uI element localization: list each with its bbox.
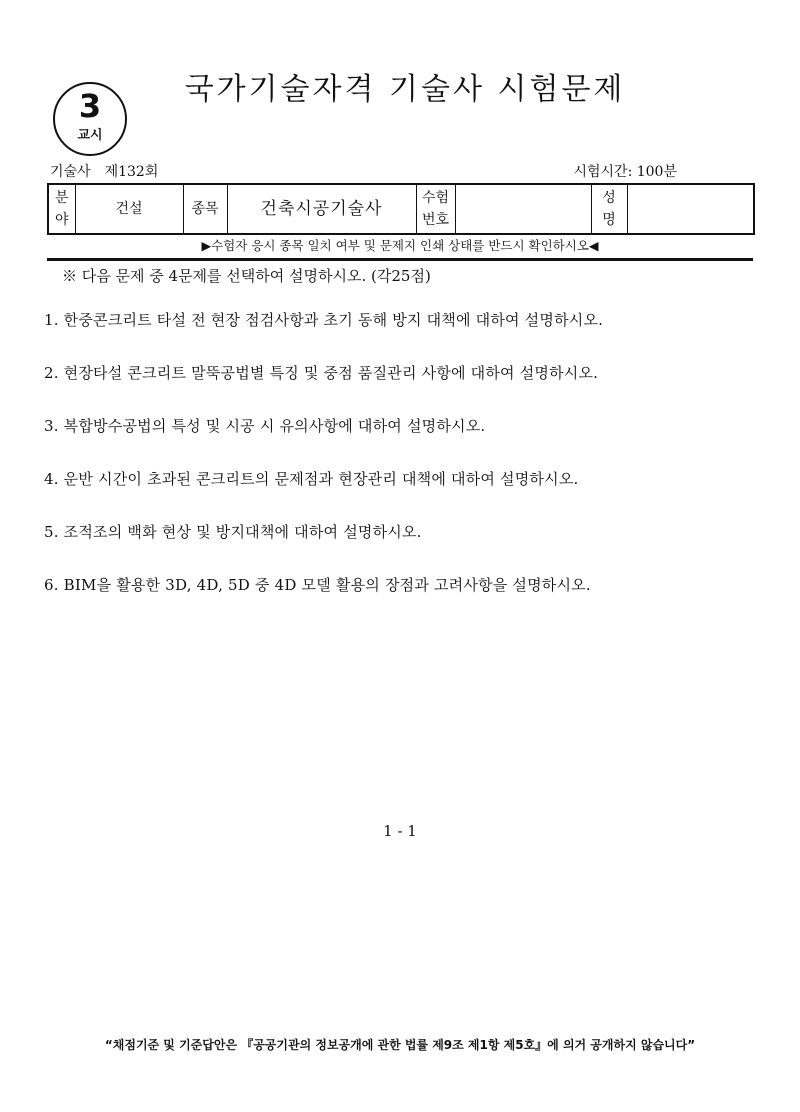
question-item: 3. 복합방수공법의 특성 및 시공 시 유의사항에 대하여 설명하시오.	[44, 417, 486, 435]
type-label: 종목	[183, 184, 227, 234]
question-item: 5. 조적조의 백화 현상 및 방지대책에 대하여 설명하시오.	[44, 523, 422, 541]
name-label: 성 명	[591, 184, 627, 234]
type-value: 건축시공기술사	[227, 184, 416, 234]
instruction: ※ 다음 문제 중 4문제를 선택하여 설명하시오. (각25점)	[62, 267, 431, 285]
question-item: 2. 현장타설 콘크리트 말뚝공법별 특징 및 중점 품질관리 사항에 대하여 설명하시오.	[44, 364, 599, 382]
footer-note: “채점기준 및 기준답안은 『공공기관의 정보공개에 관한 법률 제9조 제1항 제5호』에 의거 공개하지 않습니다”	[104, 1038, 696, 1052]
page-number: 1 - 1	[383, 822, 417, 840]
field-value: 건설	[75, 184, 183, 234]
page-title: 국가기술자격 기술사 시험문제	[184, 72, 626, 107]
question-item: 1. 한중콘크리트 타설 전 현장 점검사항과 초기 동해 방지 대책에 대하여 설명하시오.	[44, 311, 604, 329]
exam-round: 제132회	[104, 164, 159, 180]
exam-time: 시험시간: 100분	[573, 164, 677, 180]
question-item: 6. BIM을 활용한 3D, 4D, 5D 중 4D 모델 활용의 장점과 고려사항을 설명하시오.	[44, 576, 591, 594]
field-label: 분 야	[48, 184, 75, 234]
name-field[interactable]	[627, 184, 754, 234]
exam-category: 기술사	[50, 164, 91, 180]
exam-number-field[interactable]	[455, 184, 591, 234]
period-badge	[53, 82, 127, 156]
period-label: 교시	[77, 128, 103, 143]
exam-meta	[50, 162, 158, 182]
period-number: 3	[78, 87, 102, 125]
exam-number-label: 수험 번호	[416, 184, 455, 234]
question-list	[44, 309, 774, 627]
question-item: 4. 운반 시간이 초과된 콘크리트의 문제점과 현장관리 대책에 대하여 설명하시오.	[44, 470, 579, 488]
notice-banner: ▶수험자 응시 종목 일치 여부 및 문제지 인쇄 상태를 반드시 확인하시오◀	[47, 236, 753, 261]
exam-info-table	[47, 183, 755, 235]
